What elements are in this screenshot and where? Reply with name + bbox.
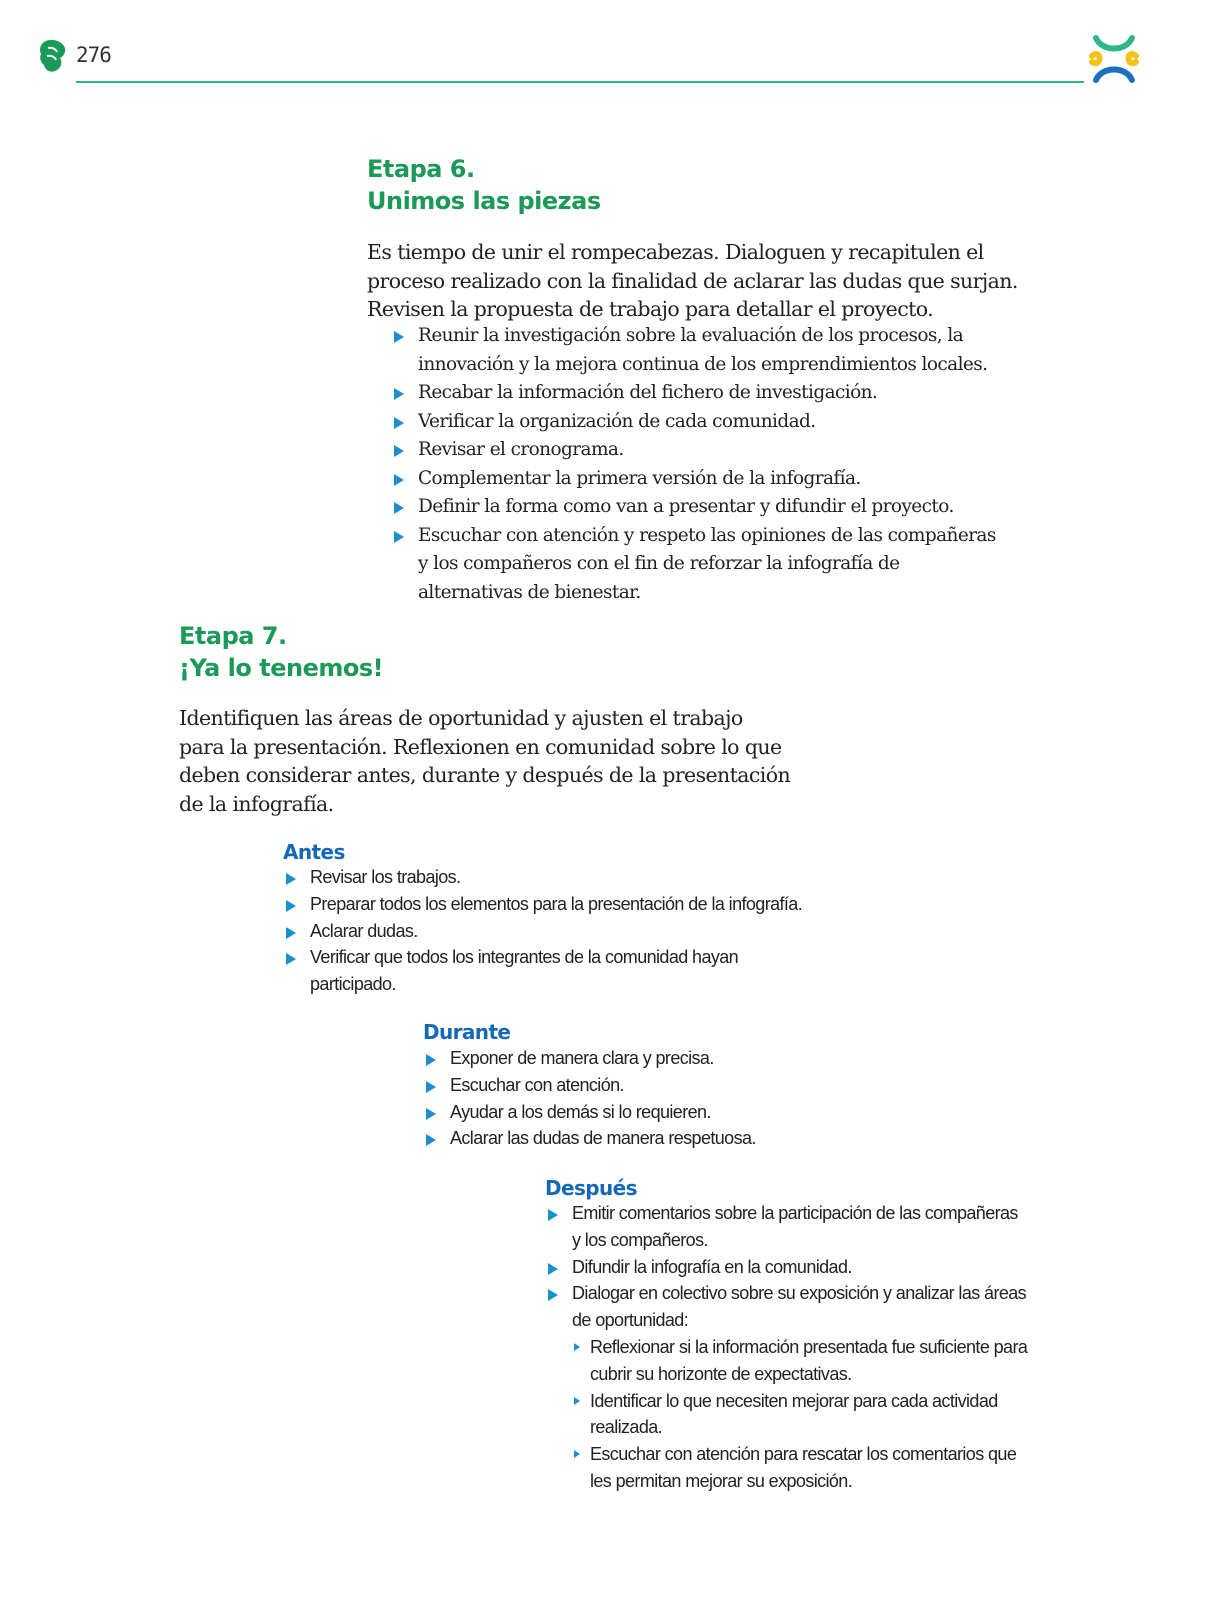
durante-list-item-line: Aclarar las dudas de manera respetuosa. bbox=[450, 1128, 756, 1149]
antes-list bbox=[286, 864, 802, 998]
durante-list-item bbox=[426, 1045, 756, 1072]
antes-list-item bbox=[286, 864, 802, 891]
stage6-intro bbox=[367, 238, 1018, 324]
durante-list bbox=[426, 1045, 756, 1152]
stage6-list-item bbox=[394, 379, 996, 408]
stage7-subtitle: ¡Ya lo tenemos! bbox=[179, 654, 384, 682]
antes-list-item bbox=[286, 918, 802, 945]
despues-sublist bbox=[572, 1334, 1027, 1495]
stage7-intro-line: Identifiquen las áreas de oportunidad y ajusten el trabajo bbox=[179, 706, 743, 730]
stage6-list-item bbox=[394, 322, 996, 379]
antes-list-item-line: Revisar los trabajos. bbox=[310, 867, 461, 887]
stage6-list-item-line: Complementar la primera versión de la infografía. bbox=[418, 467, 861, 489]
stage6-list-item bbox=[394, 465, 996, 494]
despues-sublist-item bbox=[572, 1388, 1027, 1442]
despues-list-item-line: Emitir comentarios sobre la participación de las compañeras bbox=[572, 1203, 1018, 1223]
despues-sublist-item-line: Reflexionar si la información presentada fue suficiente para bbox=[590, 1336, 1028, 1357]
antes-list-item-line: participado. bbox=[310, 974, 396, 995]
despues-list-item bbox=[548, 1280, 1027, 1494]
durante-list-item-line: Ayudar a los demás si lo requieren. bbox=[450, 1101, 711, 1122]
stage6-list-item-line: Definir la forma como van a presentar y difundir el proyecto. bbox=[418, 496, 954, 517]
despues-sublist-item-line: Escuchar con atención para rescatar los comentarios que bbox=[590, 1444, 1017, 1465]
despues-list-item-line: y los compañeros. bbox=[572, 1229, 708, 1250]
antes-list-item-line: Verificar que todos los integrantes de la comunidad hayan bbox=[310, 947, 739, 968]
durante-list-item-line: Exponer de manera clara y precisa. bbox=[450, 1048, 714, 1068]
durante-title: Durante bbox=[423, 1020, 511, 1044]
stage6-list-item-line: Revisar el cronograma. bbox=[418, 439, 624, 460]
stage6-list-item-line: innovación y la mejora continua de los emprendimientos locales. bbox=[418, 353, 988, 375]
durante-list-item bbox=[426, 1125, 756, 1152]
stage6-intro-line: proceso realizado con la finalidad de aclarar las dudas que surjan. bbox=[367, 268, 1018, 293]
stage6-list-item bbox=[394, 493, 996, 522]
despues-sublist-item-line: Identificar lo que necesiten mejorar para cada actividad bbox=[590, 1390, 998, 1411]
community-logo-icon bbox=[1088, 34, 1140, 84]
despues-sublist-item bbox=[572, 1334, 1027, 1388]
stage6-list-item-line: Escuchar con atención y respeto las opiniones de las compañeras bbox=[418, 524, 996, 546]
stage7-intro-line: de la infografía. bbox=[179, 791, 334, 816]
durante-list-item-line: Escuchar con atención. bbox=[450, 1074, 624, 1095]
antes-list-item-line: Aclarar dudas. bbox=[310, 920, 418, 941]
stage7-intro-line: para la presentación. Reflexionen en comunidad sobre lo que bbox=[179, 734, 782, 759]
despues-sublist-item-line: realizada. bbox=[590, 1417, 663, 1438]
despues-sublist-item-line: cubrir su horizonte de expectativas. bbox=[590, 1363, 852, 1384]
stage6-subtitle: Unimos las piezas bbox=[367, 187, 601, 215]
stage6-list-item bbox=[394, 408, 996, 437]
despues-list-item-line: Dialogar en colectivo sobre su exposición y analizar las áreas bbox=[572, 1283, 1027, 1304]
despues-list-item-line: de oportunidad: bbox=[572, 1310, 689, 1331]
stage6-intro-line: Revisen la propuesta de trabajo para detallar el proyecto. bbox=[367, 297, 934, 321]
despues-list-item bbox=[548, 1200, 1027, 1254]
stage6-intro-line: Es tiempo de unir el rompecabezas. Dialoguen y recapitulen el bbox=[367, 240, 984, 264]
antes-list-item-line: Preparar todos los elementos para la presentación de la infografía. bbox=[310, 893, 803, 914]
despues-list bbox=[548, 1200, 1027, 1495]
stage6-list-item bbox=[394, 522, 996, 608]
stage7-intro-line: deben considerar antes, durante y después de la presentación bbox=[179, 763, 791, 787]
despues-title: Después bbox=[545, 1176, 637, 1200]
despues-list-item-line: Difundir la infografía en la comunidad. bbox=[572, 1256, 852, 1277]
stage6-list-item-line: Recabar la información del fichero de investigación. bbox=[418, 382, 878, 403]
stage7-title: Etapa 7. bbox=[179, 622, 287, 650]
antes-list-item bbox=[286, 891, 802, 918]
stage7-intro bbox=[179, 704, 790, 818]
stage6-list bbox=[394, 322, 996, 607]
durante-list-item bbox=[426, 1099, 756, 1126]
antes-title: Antes bbox=[283, 840, 345, 864]
stage6-list-item-line: y los compañeros con el fin de reforzar la infografía de bbox=[418, 553, 900, 574]
stage6-title: Etapa 6. bbox=[367, 155, 475, 183]
stage6-list-item bbox=[394, 436, 996, 465]
stage6-list-item-line: alternativas de bienestar. bbox=[418, 581, 641, 603]
header-rule bbox=[76, 81, 1084, 83]
despues-sublist-item bbox=[572, 1441, 1027, 1495]
despues-list-item bbox=[548, 1254, 1027, 1281]
despues-sublist-item-line: les permitan mejorar su exposición. bbox=[590, 1470, 853, 1491]
book-logo-icon bbox=[38, 38, 68, 74]
durante-list-item bbox=[426, 1072, 756, 1099]
stage6-list-item-line: Reunir la investigación sobre la evaluación de los procesos, la bbox=[418, 325, 964, 346]
antes-list-item bbox=[286, 944, 802, 998]
page-number: 276 bbox=[76, 43, 111, 67]
stage6-list-item-line: Verificar la organización de cada comunidad. bbox=[418, 410, 816, 432]
